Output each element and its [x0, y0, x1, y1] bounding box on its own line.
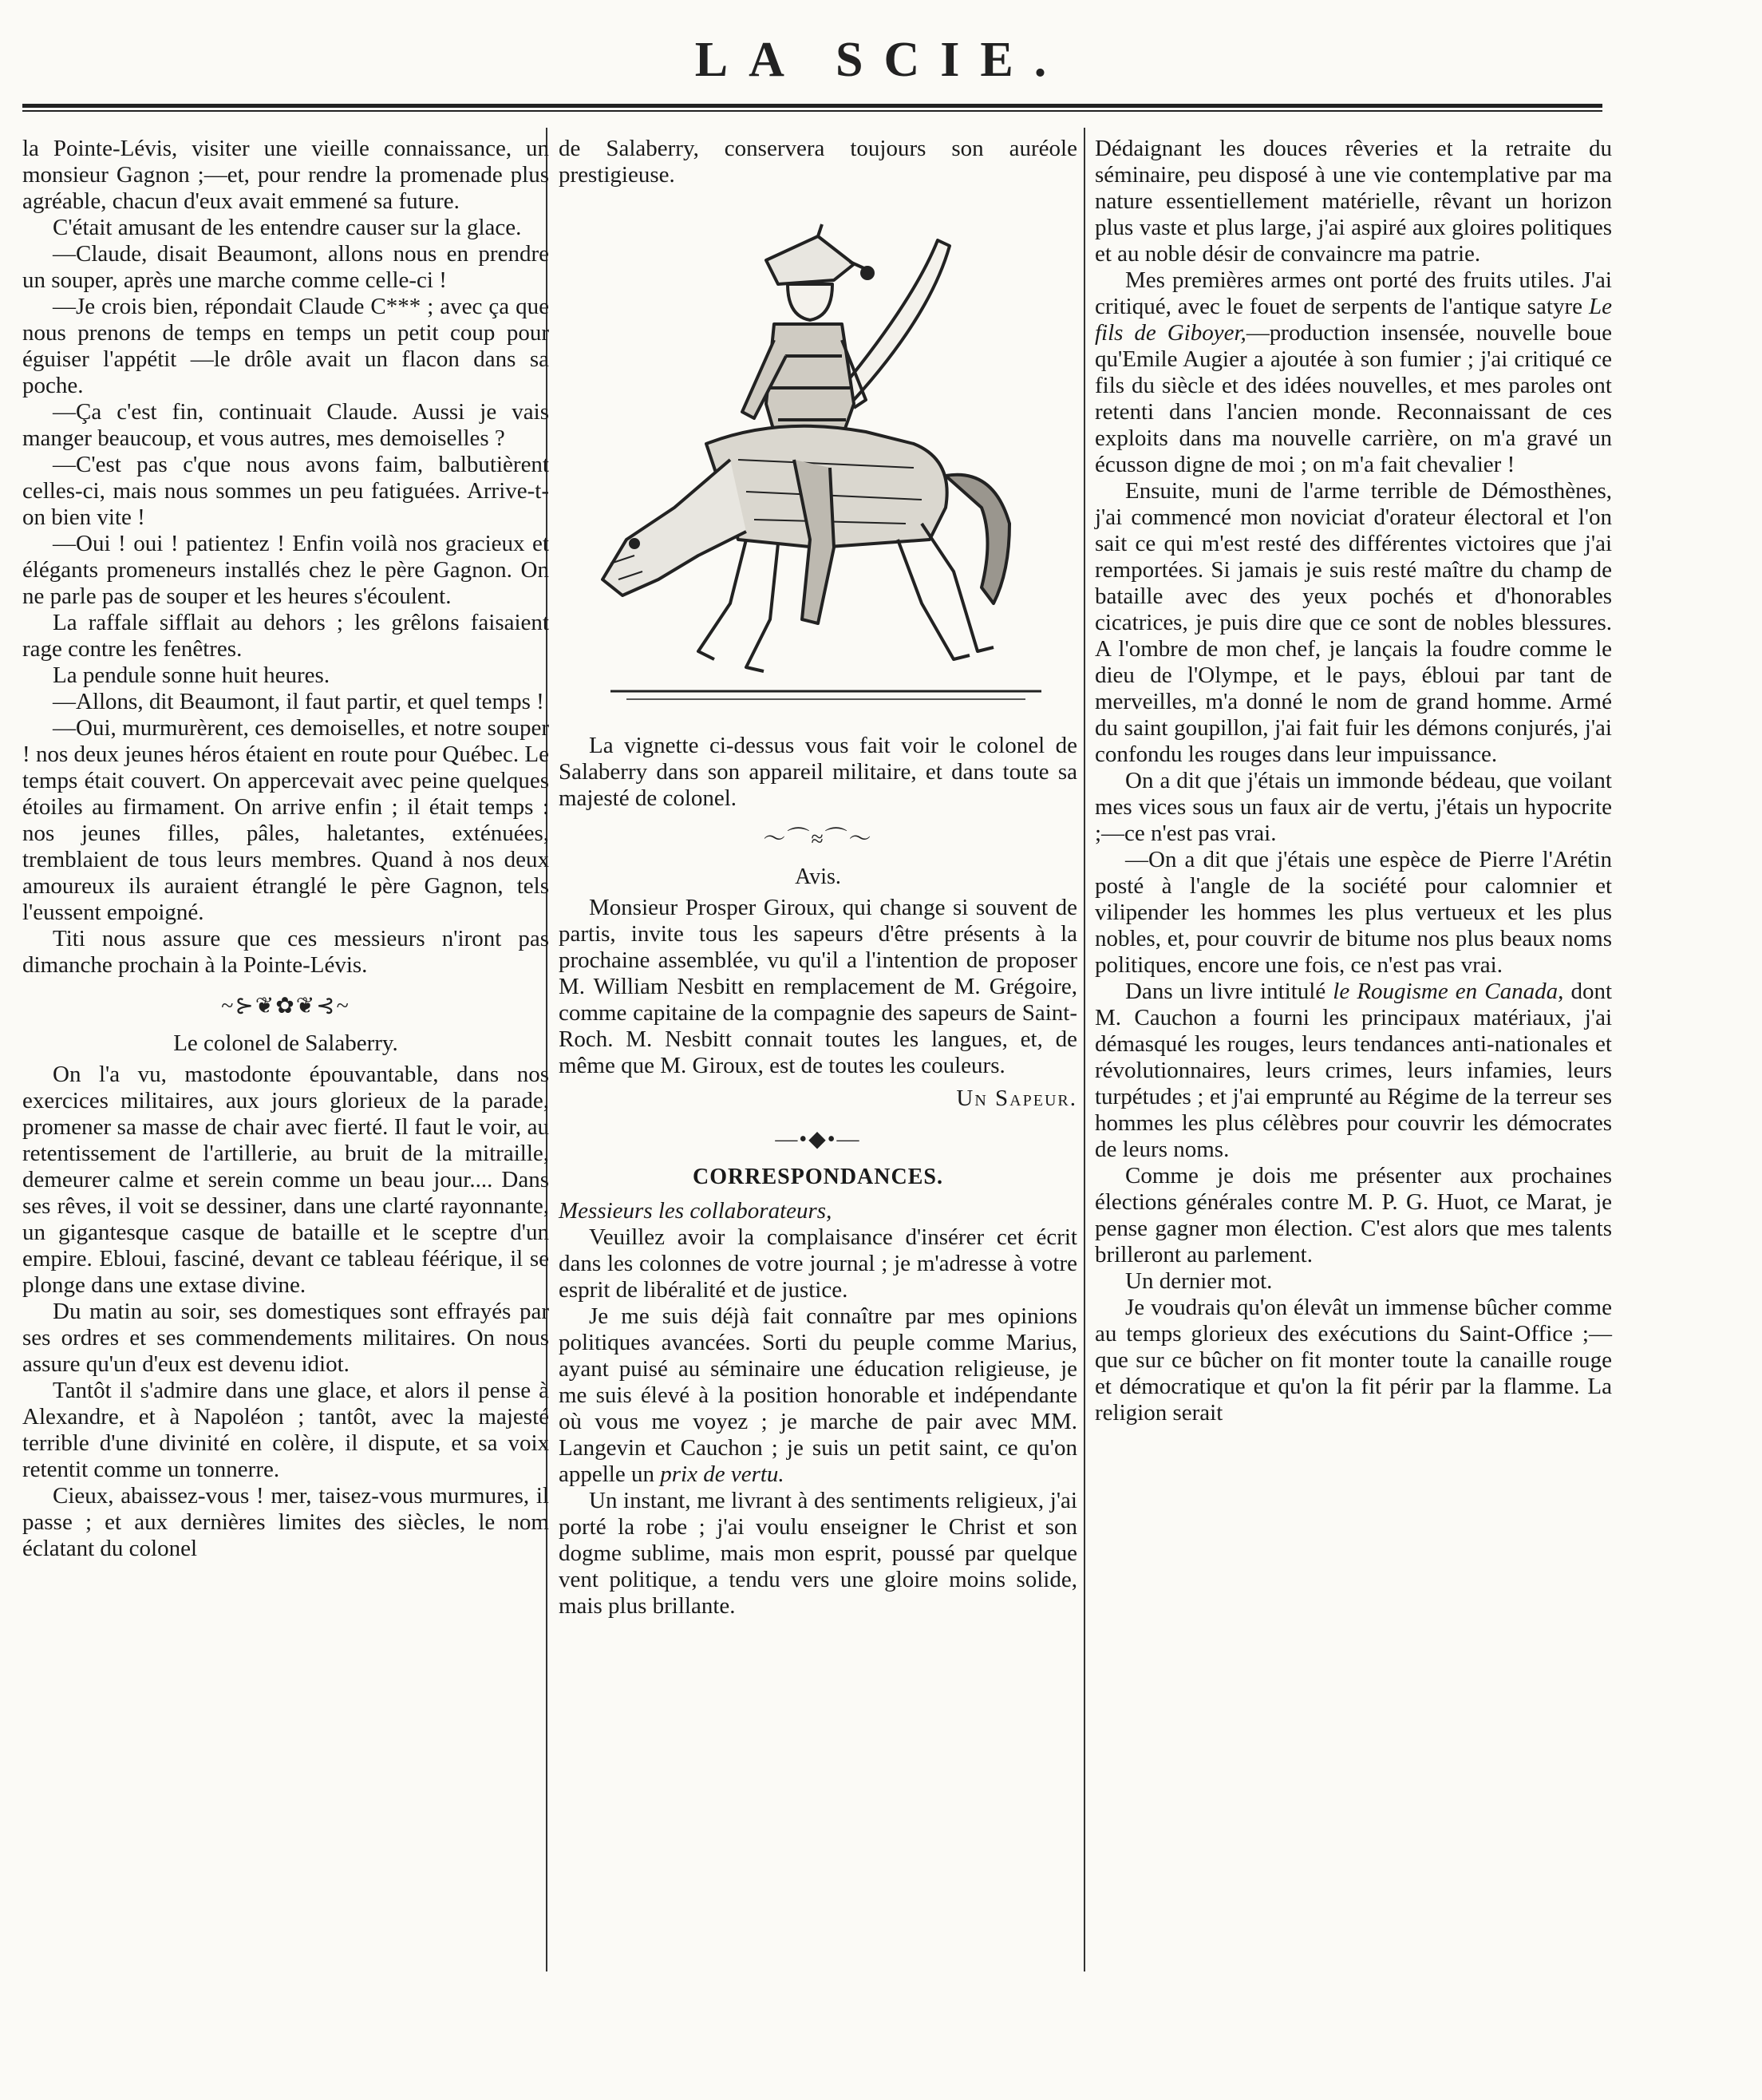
- paragraph: La raffale sifflait au dehors ; les grêlons faisaient rage contre les fenêtres.: [22, 610, 549, 662]
- paragraph: —Oui, murmurèrent, ces demoiselles, et notre souper ! nos deux jeunes héros étaient en route pour Québec. Le temps était couvert. On appercevait avec peine quelques étoiles au firmament. On arrive enfin ; il était temps : nos jeunes filles, pâles, haletantes, exténuées, tremblaient de tous leurs membres. Quand à nos deux amoureux ils auraient étranglé le père Gagnon, tels l'eussent empoigné.: [22, 715, 549, 925]
- paragraph: [1095, 267, 1612, 478]
- column-divider-2: [1084, 128, 1085, 1971]
- paragraph: Titi nous assure que ces messieurs n'iront pas dimanche prochain à la Pointe-Lévis.: [22, 926, 549, 978]
- ornament-divider: —•◆•—: [775, 1127, 861, 1152]
- paragraph: —C'est pas c'que nous avons faim, balbutièrent celles-ci, mais nous sommes un peu fatiguées. Arrive-t-on bien vite !: [22, 452, 549, 530]
- paragraph: Veuillez avoir la complaisance d'insérer cet écrit dans les colonnes de votre journal ; je m'adresse à votre esprit de libéralité et de justice.: [559, 1224, 1077, 1303]
- paragraph: Cieux, abaissez-vous ! mer, taisez-vous murmures, il passe ; et aux dernières limites des siècles, le nom éclatant du colonel: [22, 1483, 549, 1561]
- column-1: [22, 136, 549, 1562]
- text-run: Je me suis déjà fait connaître par mes opinions politiques avancées. Sorti du peuple comme Marius, ayant puisé au séminaire une éducation religieuse, je me suis élevé à la position honorable et indépendante où vous me voyez ; je marche de pair avec MM. Langevin et Cauchon ; je suis un petit saint, ce qu'on appelle un: [559, 1303, 1077, 1487]
- paragraph: —Allons, dit Beaumont, il faut partir, et quel temps !: [53, 689, 544, 714]
- paragraph: —Claude, disait Beaumont, allons nous en prendre un souper, après une marche comme celle-ci !: [22, 241, 549, 293]
- paragraph: [1095, 979, 1612, 1163]
- column-2: [559, 136, 1077, 1619]
- paragraph: On l'a vu, mastodonte épouvantable, dans nos exercices militaires, aux jours glorieux de la parade, promener sa masse de chair avec fierté. Il faut le voir, au retentissement de l'artillerie, au bruit de la mitraille, demeurer calme et serein comme un beau jour.... Dans ses rêves, il voit se dessiner, dans une clarté rayonnante, un gigantesque casque de bataille et le sceptre d'un empire. Ebloui, fasciné, devant ce tableau féérique, il se plonge dans une extase divine.: [22, 1062, 549, 1298]
- ornament-divider: ~⊱❦✿❦⊰~: [221, 994, 350, 1018]
- salutation: Messieurs les collaborateurs,: [559, 1198, 832, 1224]
- section-heading: CORRESPONDANCES.: [693, 1165, 943, 1189]
- italic-text: le Rougisme en Canada,: [1333, 979, 1564, 1004]
- paragraph: La pendule sonne huit heures.: [53, 662, 330, 688]
- paragraph: Tantôt il s'admire dans une glace, et alors il pense à Alexandre, et à Napoléon ; tantôt, avec la majesté terrible d'une divinité en colère, il dispute, et sa voix retentit comme un tonnerre.: [22, 1378, 549, 1482]
- paragraph: Je voudrais qu'on élevât un immense bûcher comme au temps glorieux des exécutions du Saint-Office ;—que sur ce bûcher on fit monter toute la canaille rouge et démocratique et qu'on la fit périr par la flamme. La religion serait: [1095, 1295, 1612, 1426]
- illustration-caption: La vignette ci-dessus vous fait voir le colonel de Salaberry dans son appareil militaire, et dans toute sa majesté de colonel.: [559, 733, 1077, 811]
- paragraph: Dédaignant les douces rêveries et la retraite du séminaire, peu disposé à une vie contemplative par ma nature essentiellement matérielle, rêvant un horizon plus vaste et plus large, j'ai aspiré aux gloires politiques et au noble désir de convaincre ma patrie.: [1095, 136, 1612, 267]
- paragraph: —Ça c'est fin, continuait Claude. Aussi je vais manger beaucoup, et vous autres, mes demoiselles ?: [22, 399, 549, 451]
- text-run: Mes premières armes ont porté des fruits utiles. J'ai critiqué, avec le fouet de serpents de l'antique satyre: [1095, 267, 1612, 319]
- paragraph: la Pointe-Lévis, visiter une vieille connaissance, un monsieur Gagnon ;—et, pour rendre la promenade plus agréable, chacun d'eux avait emmené sa future.: [22, 136, 549, 214]
- paragraph: On a dit que j'étais un immonde bédeau, que voilant mes vices sous un faux air de vertu, j'étais un hypocrite ;—ce n'est pas vrai.: [1095, 768, 1612, 846]
- article-heading: Le colonel de Salaberry.: [173, 1030, 398, 1056]
- paragraph: Un instant, me livrant à des sentiments religieux, j'ai porté la robe ; j'ai voulu enseigner le Christ et son dogme sublime, mais mon esprit, poussé par quelque vent politique, a tendu vers une gloire moins solide, mais plus brillante.: [559, 1488, 1077, 1619]
- masthead: LA SCIE.: [694, 33, 1068, 87]
- paragraph: C'était amusant de les entendre causer sur la glace.: [53, 215, 522, 240]
- italic-text: prix de vertu.: [660, 1461, 784, 1487]
- text-run: Dans un livre intitulé: [1125, 979, 1326, 1004]
- text-run: dont M. Cauchon a fourni les principaux matériaux, j'ai démasqué les rouges, leurs tendances anti-nationales et révolutionnaires, leurs crimes, leurs infamies, leurs turpétudes ; et j'ai emprunté au Régime de la terreur ses hommes les plus célèbres pour couvrir les démocrates de leurs noms.: [1095, 979, 1613, 1162]
- paragraph: —Oui ! oui ! patientez ! Enfin voilà nos gracieux et élégants promeneurs installés chez le père Gagnon. On ne parle pas de souper et les heures s'écoulent.: [22, 531, 549, 609]
- ornament-divider: ～⌒≈⌒～: [763, 827, 873, 852]
- text-run: —production insensée, nouvelle boue qu'Emile Augier a ajoutée à son fumier ; j'ai critiqué ce fils du siècle et des idées nouvelles, et mes paroles ont retenti dans l'ancien monde. Reconnaissant de ces exploits dans ma nouvelle carrière, on m'a gravé un écusson digne de moi ; on m'a fait chevalier !: [1095, 320, 1612, 477]
- paragraph: Ensuite, muni de l'arme terrible de Démosthènes, j'ai commencé mon noviciat d'orateur électoral et l'on sait ce qui m'est resté des différentes victoires que j'ai remportées. Si jamais je suis resté maître du champ de bataille avec des yeux pochés et d'honorables cicatrices, je puis dire que ce sont de nobles blessures. A l'ombre de mon chef, je lançais la foudre comme le dieu de l'Olympe, et le pays, ébloui par tant de merveilles, m'a donné le nom de grand homme. Armé du saint goupillon, j'ai fait fuir les démons conjurés, j'ai confondu les rouges dans leur impuissance.: [1095, 478, 1612, 767]
- colonel-on-horse-illustration: [579, 204, 1057, 715]
- paragraph: Monsieur Prosper Giroux, qui change si souvent de partis, invite tous les sapeurs d'être présents à la prochaine assemblée, vu qu'il a l'intention de proposer M. William Nesbitt en remplacement de M. Grégoire, comme capitaine de la compagnie des sapeurs de Saint-Roch. M. Nesbitt connait toutes les langues, et, de même que M. Giroux, est de toutes les couleurs.: [559, 895, 1077, 1078]
- paragraph: Comme je dois me présenter aux prochaines élections générales contre M. P. G. Huot, ce Marat, je pense gagner mon élection. C'est alors que mes talents brilleront au parlement.: [1095, 1163, 1612, 1268]
- italic-text: Le fils de Giboyer,: [1095, 294, 1613, 346]
- paragraph: [559, 1303, 1077, 1488]
- signature: Un Sapeur.: [956, 1086, 1077, 1111]
- paragraph: —Je crois bien, répondait Claude C*** ; avec ça que nous prenons de temps en temps un petit coup pour éguiser l'appétit —le drôle avait un flacon dans sa poche.: [22, 294, 549, 398]
- header-rule: [22, 104, 1602, 112]
- paragraph: —On a dit que j'étais une espèce de Pierre l'Arétin posté à l'angle de la société pour calomnier et vilipender les hommes les plus vertueux et les plus nobles, et, pour couvrir de bitume nos plus beaux noms politiques, encore une fois, ce n'est pas vrai.: [1095, 847, 1612, 978]
- column-3: [1095, 136, 1612, 1426]
- paragraph: Du matin au soir, ses domestiques sont effrayés par ses ordres et ses commendements militaires. On nous assure qu'un d'eux est devenu idiot.: [22, 1299, 549, 1377]
- paragraph: de Salaberry, conservera toujours son auréole prestigieuse.: [559, 136, 1077, 188]
- avis-heading: Avis.: [795, 864, 841, 889]
- paragraph: Un dernier mot.: [1125, 1268, 1273, 1294]
